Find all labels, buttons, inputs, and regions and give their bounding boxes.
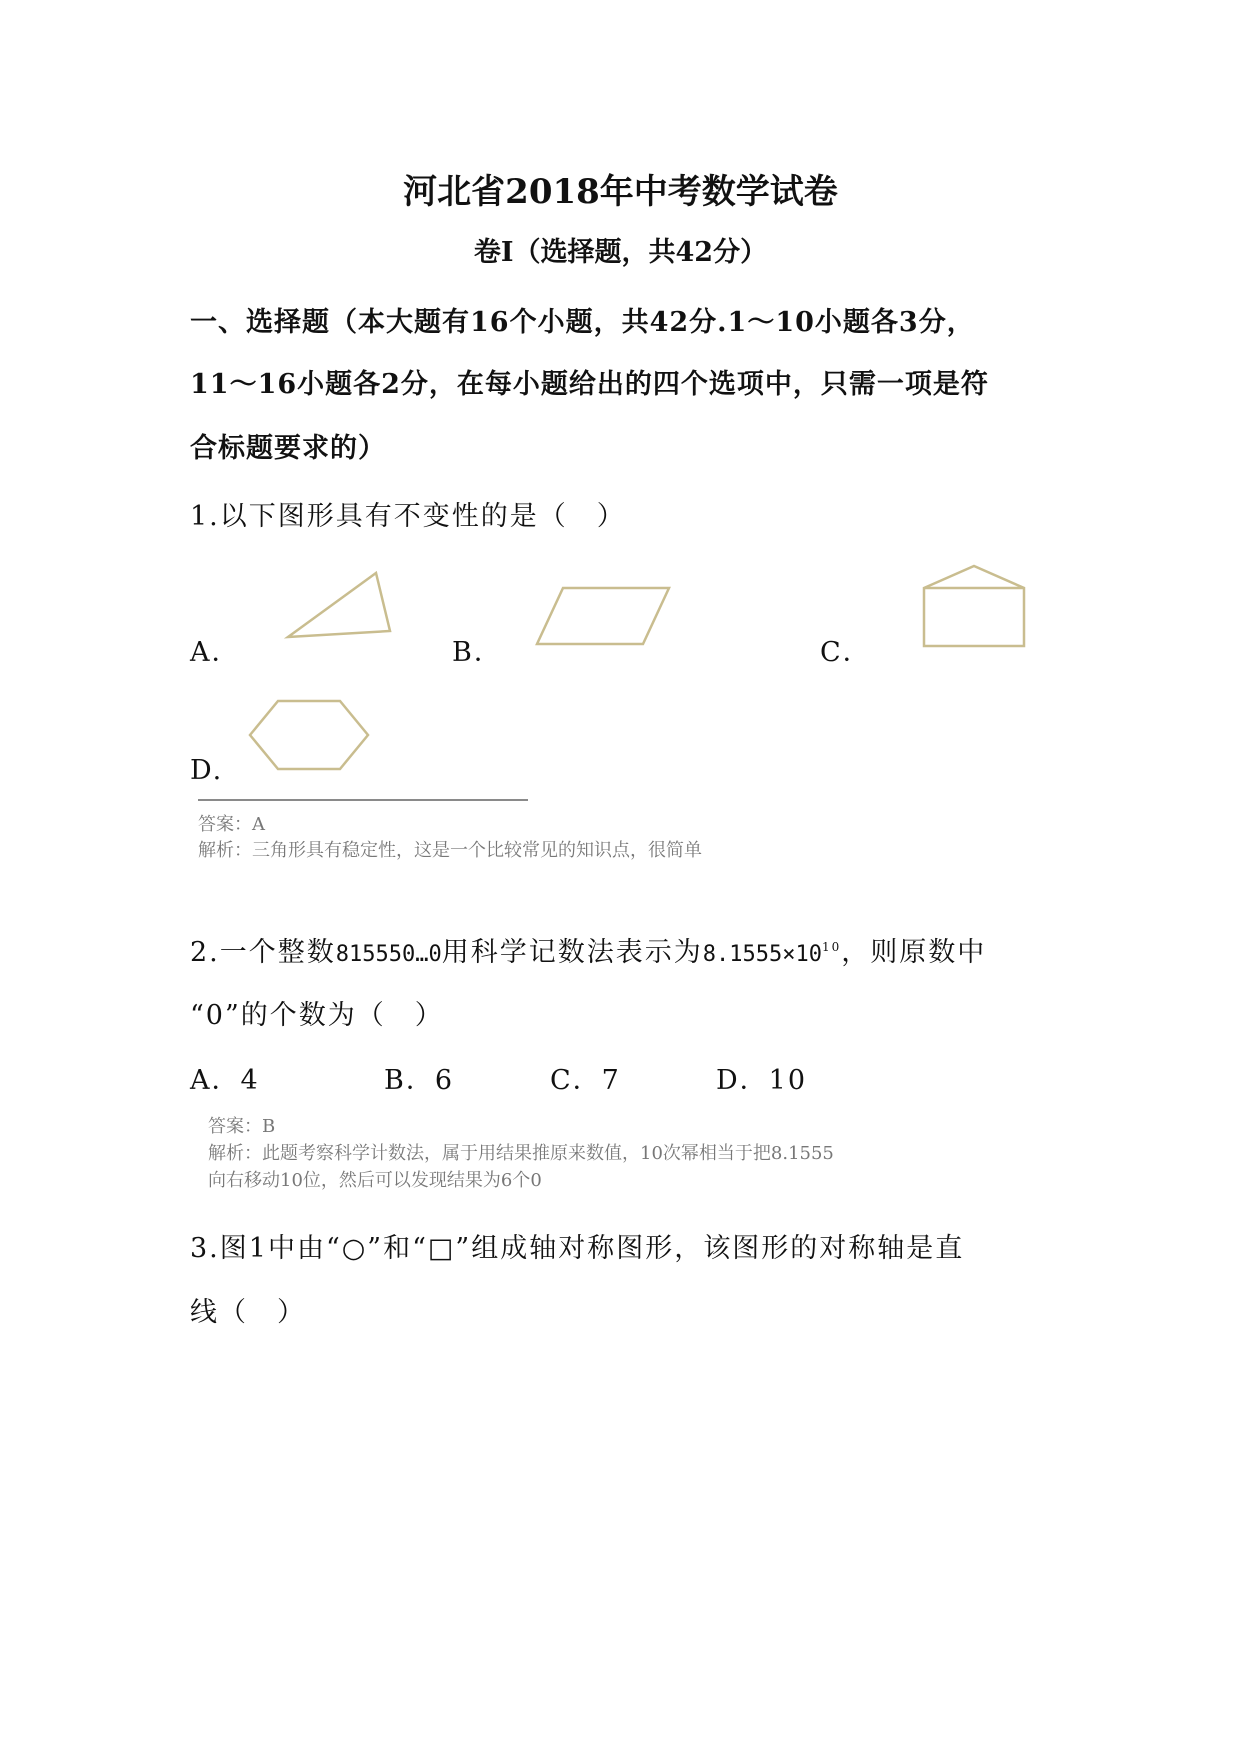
q1-option-a-triangle	[280, 565, 400, 645]
question-3-stem: 3.图1中由“○”和“□”组成轴对称图形，该图形的对称轴是直	[190, 1233, 965, 1264]
paper-subtitle: 卷Ⅰ（选择题，共42分）	[473, 237, 768, 268]
q2-analysis-line1: 解析：此题考察科学计数法，属于用结果推原来数值，10次幂相当于把8.1555	[208, 1143, 834, 1164]
q2-stem-middle: 用科学记数法表示为	[441, 937, 703, 968]
section-instructions-line1: 一、选择题（本大题有16个小题，共42分.1～10小题各3分，	[190, 307, 975, 338]
q2-stem-prefix: 2.一个整数	[190, 937, 336, 968]
q2-scientific-base: 8.1555×10	[702, 942, 822, 967]
question-2-stem-line2: “0”的个数为（ ）	[190, 1000, 444, 1031]
question-2-stem	[190, 930, 986, 969]
question-1-stem: 1.以下图形具有不变性的是（ ）	[190, 501, 626, 532]
q2-option-d: D．10	[716, 1065, 808, 1096]
answer-divider	[198, 799, 528, 801]
q1-option-d-hexagon	[248, 697, 370, 773]
q1-option-a-label: A．	[190, 637, 241, 668]
q2-scientific-exponent: 10	[821, 940, 842, 954]
q1-answer: 答案：A	[198, 814, 265, 835]
q2-option-b: B．6	[384, 1065, 455, 1096]
q1-option-c-label: C．	[820, 637, 872, 668]
q2-number: 815550…0	[335, 942, 442, 967]
section-instructions-line2: 11～16小题各2分，在每小题给出的四个选项中，只需一项是符	[190, 369, 989, 400]
q1-option-b-label: B．	[452, 637, 503, 668]
section-instructions-line3: 合标题要求的）	[190, 433, 386, 464]
q1-option-c-house-shape	[920, 562, 1030, 650]
q1-option-d-label: D.	[190, 755, 224, 786]
q2-option-c: C．7	[550, 1065, 621, 1096]
q1-analysis: 解析：三角形具有稳定性，这是一个比较常见的知识点，很简单	[198, 840, 702, 861]
q1-option-b-parallelogram	[535, 582, 675, 652]
q2-option-a: A．4	[190, 1065, 260, 1096]
page-title: 河北省2018年中考数学试卷	[403, 172, 838, 212]
question-3-stem-line2: 线（ ）	[190, 1297, 306, 1328]
q2-answer: 答案：B	[208, 1116, 276, 1137]
q2-analysis-line2: 向右移动10位，然后可以发现结果为6个0	[208, 1170, 542, 1191]
q2-stem-suffix: ，则原数中	[841, 937, 987, 968]
